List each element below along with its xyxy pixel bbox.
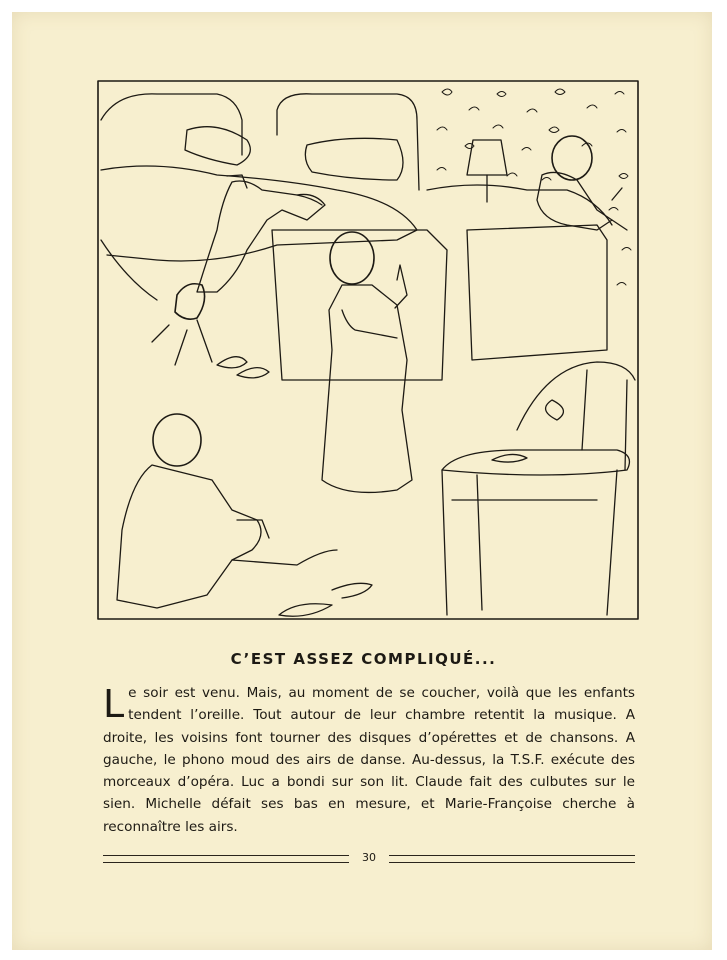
paragraph-text: e soir est venu. Mais, au moment de se coucher, voilà que les enfants tendent l’oreille. Tout autour de leur chambre retentit la musique. A droite, les voisins font tourner des disques d’opérettes et de chansons. A gauche, le phono moud des airs de danse. Au-dessus, la T.S.F. exécute des morceaux d’opéra. Luc a bondi sur son lit. Claude fait des culbutes sur le sien. Michelle défait ses bas en mesure, et Marie-Françoise cherche à reconnaître les airs. bbox=[103, 685, 635, 835]
left-footboard bbox=[272, 230, 447, 380]
left-bed bbox=[101, 166, 417, 261]
slipper bbox=[217, 357, 247, 368]
drop-cap: L bbox=[103, 682, 125, 726]
sitting-girl bbox=[117, 414, 372, 616]
illustration-frame bbox=[98, 81, 638, 619]
page-number: 30 bbox=[362, 851, 376, 864]
page-footer bbox=[103, 850, 635, 870]
slipper bbox=[237, 368, 269, 378]
stocking bbox=[279, 604, 332, 617]
boy-on-bed bbox=[537, 136, 627, 230]
pillow bbox=[305, 138, 403, 180]
wallpaper-pattern bbox=[437, 89, 631, 285]
chair bbox=[442, 362, 635, 615]
bedroom-illustration bbox=[97, 80, 639, 620]
boy-tumbling bbox=[152, 175, 325, 365]
right-footboard bbox=[467, 225, 607, 360]
story-paragraph bbox=[103, 682, 635, 838]
chapter-title: C’EST ASSEZ COMPLIQUÉ... bbox=[230, 650, 497, 668]
lamp bbox=[467, 140, 507, 202]
footer-rule-right bbox=[389, 855, 635, 863]
standing-girl bbox=[322, 232, 412, 492]
pillow bbox=[185, 127, 250, 165]
left-headboard bbox=[101, 94, 242, 155]
